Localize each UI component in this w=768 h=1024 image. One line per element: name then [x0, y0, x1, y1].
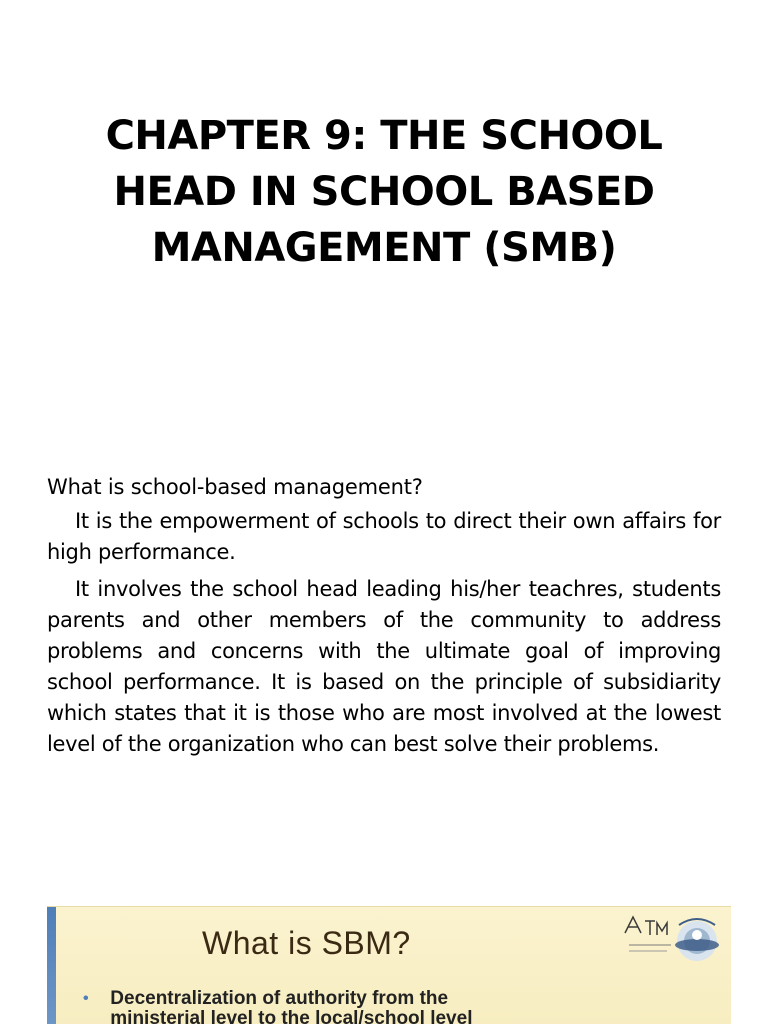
chapter-title — [60, 108, 708, 276]
body-text — [47, 472, 721, 766]
slide-bullet-text — [110, 989, 700, 1024]
slide-title: What is SBM? — [202, 925, 411, 961]
slide-logo-icon — [619, 911, 723, 969]
embedded-slide-image — [47, 906, 731, 1024]
slide-bullet-line-2: ministerial level to the local/school level — [110, 1008, 473, 1024]
slide-side-bar — [47, 907, 56, 1024]
bullet-icon: • — [83, 990, 89, 1007]
chapter-title-line-1: CHAPTER 9: THE SCHOOL — [105, 113, 663, 159]
chapter-title-line-3: MANAGEMENT (SMB) — [151, 225, 617, 271]
slide-bullet-item — [83, 989, 703, 1024]
chapter-title-line-2: HEAD IN SCHOOL BASED — [113, 169, 655, 215]
explanation-paragraph: It involves the school head leading his/her teachres, students parents and other members of the community to address problems and concerns with the ultimate goal of improving school performance. It is based on the principle of subsidiarity which states that it is those who are most involved at the lowest level of the organization who can best solve their problems. — [47, 577, 721, 756]
slide-bullet-line-1: Decentralization of authority from the — [110, 988, 449, 1009]
definition-paragraph: It is the empowerment of schools to direct their own affairs for high performance. — [47, 509, 721, 564]
question-heading: What is school-based management? — [47, 475, 423, 499]
